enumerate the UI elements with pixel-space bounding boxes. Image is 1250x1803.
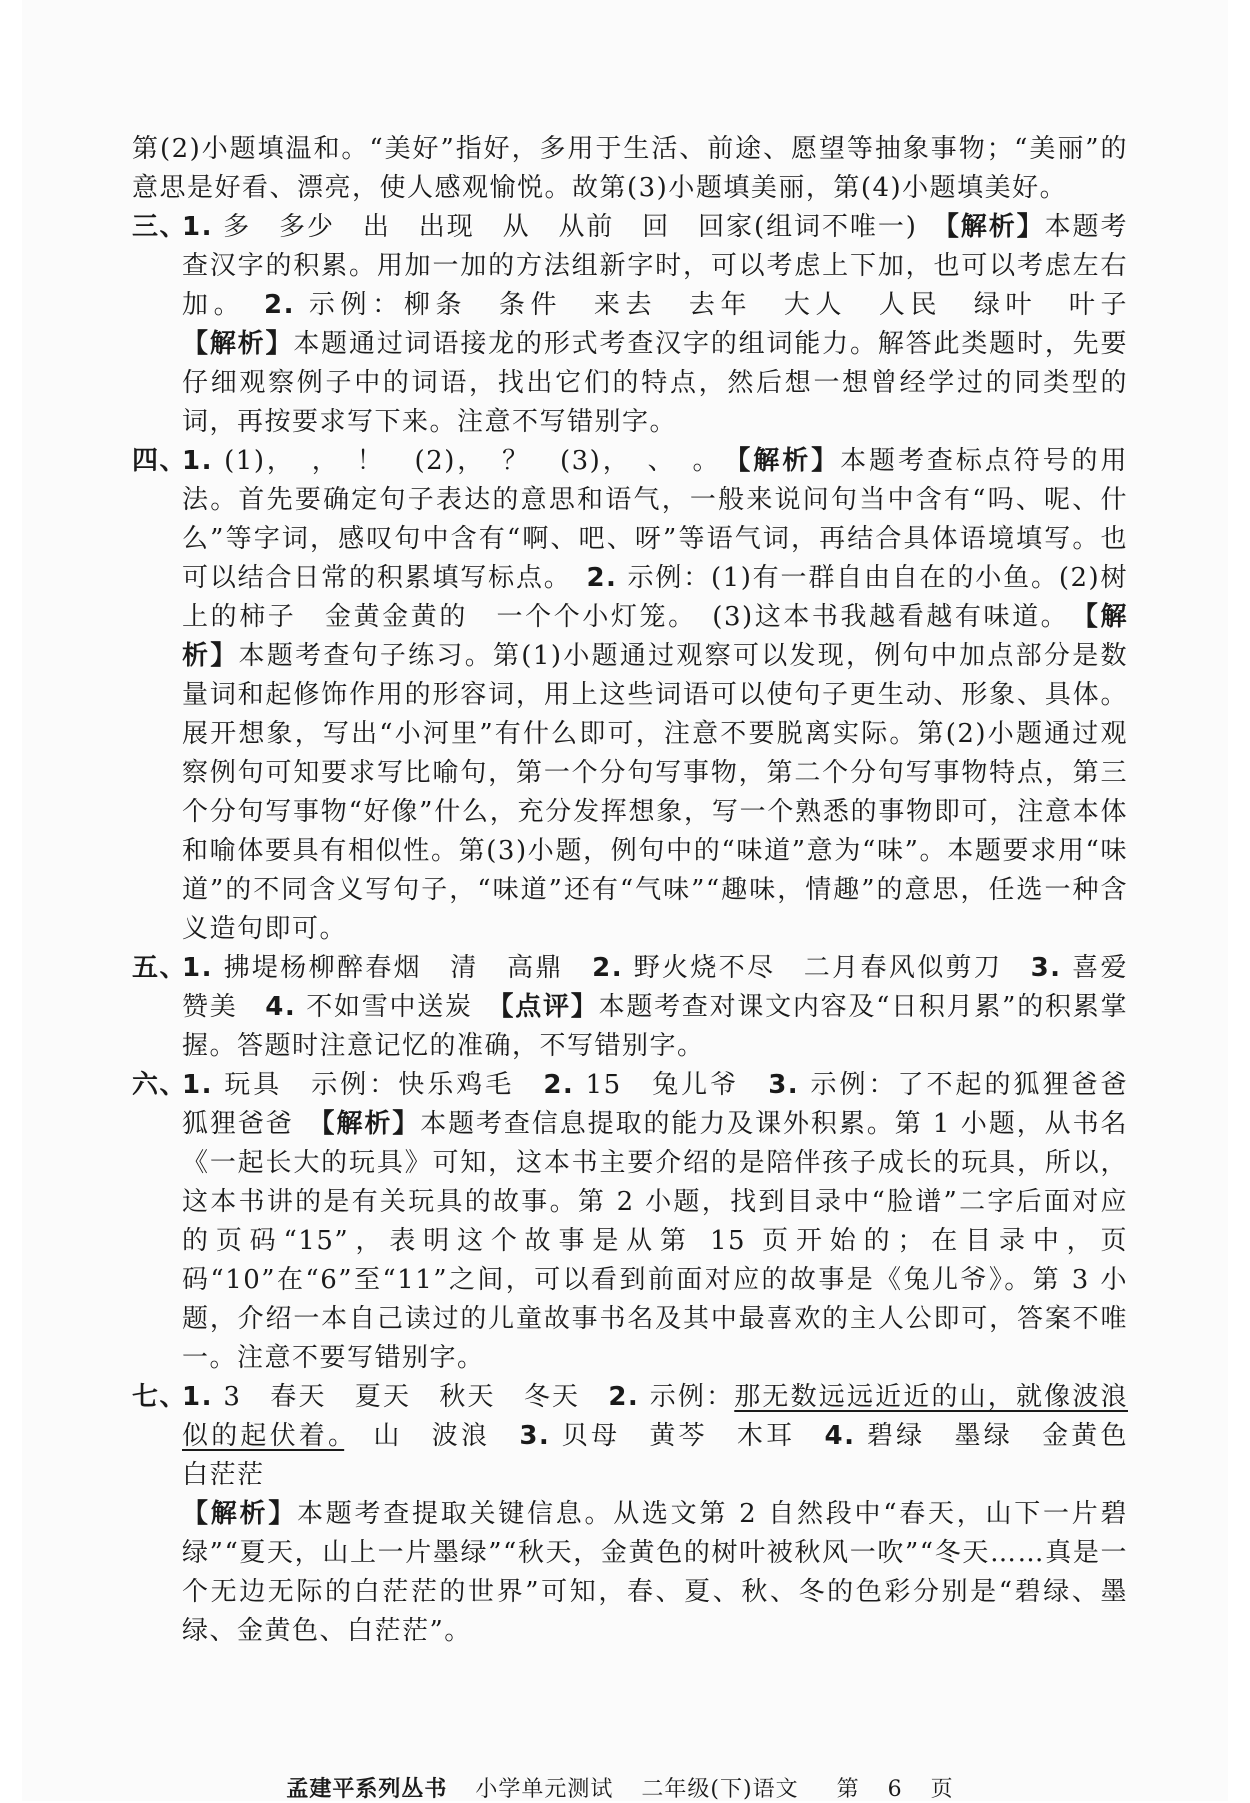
answer-text: (1)， ， ！ (2)， ？ (3)， 、 。 — [212, 446, 738, 476]
analysis-text: 本题考查标点符号的用法。首先要确定句子表达的意思和语气，一般来说问句当中含有“吗、呢、什么”等字词，感叹句中含有“啊、吧、呀”等语气词，再结合具体语境填写。也可以结合日常的积累填写标点。 — [182, 446, 1128, 593]
section-number: 五、 — [132, 953, 188, 983]
answer-text: 贝母 黄芩 木耳 — [550, 1421, 825, 1451]
answer-text: 不如雪中送炭 — [296, 992, 501, 1022]
item-number: 2. — [264, 290, 295, 320]
comment-tag: 【点评】 — [500, 992, 599, 1022]
item-number: 1. — [182, 1382, 213, 1412]
item-number: 2. — [543, 1070, 575, 1100]
page-prefix: 第 — [836, 1777, 860, 1802]
analysis-text: 本题通过词语接龙的形式考查汉字的组词能力。解答此类题时，先要仔细观察例子中的词语，找出它们的特点，然后想一想曾经学过的同类型的词，再按要求写下来。注意不写错别字。 — [182, 329, 1128, 437]
answer-text: 3 春天 夏天 秋天 冬天 — [212, 1382, 609, 1412]
section-6 — [132, 1066, 1156, 1378]
analysis-tag: 【解析】 — [945, 212, 1045, 242]
analysis-text: 本题考查对课文内容及“日积月累”的积累掌握。答题时注意记忆的准确，不写错别字。 — [182, 992, 1128, 1061]
section-5 — [132, 949, 1156, 1066]
answer-text: 玩具 示例：快乐鸡毛 — [212, 1070, 544, 1100]
analysis-tag: 【解析】 — [182, 1499, 297, 1529]
page-footer — [0, 1772, 1250, 1803]
item-number: 4. — [265, 992, 297, 1022]
underlined-sentence: 那无数远远近近的山，就像波浪似的起伏着。 — [182, 1382, 1128, 1451]
page-suffix: 页 — [930, 1777, 954, 1802]
page-number-label — [827, 1777, 964, 1802]
analysis-text: 本题考查信息提取的能力及课外积累。第 1 小题，从书名《一起长大的玩具》可知，这本书主要介绍的是陪伴孩子成长的玩具，所以，这本书讲的是有关玩具的故事。第 2 小题，找到目录中“脸谱”二字后面对应的页码“15”，表明这个故事是从第 15 页开始的；在目录中，页码“10”在“6”至“11”之间，可以看到前面对应的故事是《兔儿爷》。第 3 小题，介绍一本自己读过的儿童故事书名及其中最喜欢的主人公即可，答案不唯一。注意不要写错别字。 — [182, 1109, 1128, 1373]
section-number: 六、 — [132, 1070, 188, 1100]
answer-text: 山 波浪 — [344, 1421, 520, 1451]
analysis-text: 本题考查句子练习。第(1)小题通过观察可以发现，例句中加点部分是数量词和起修饰作用的形容词，用上这些词语可以使句子更生动、形象、具体。展开想象，写出“小河里”有什么即可，注意不要脱离实际。第(2)小题通过观察例句可知要求写比喻句，第一个分句写事物，第二个分句写事物特点，第三个分句写事物“好像”什么，充分发挥想象，写一个熟悉的事物即可，注意本体和喻体要具有相似性。第(3)小题，例句中的“味道”意为“味”。本题要求用“味道”的不同含义写句子，“味道”还有“气味”“趣味，情趣”的意思，任选一种含义造句即可。 — [182, 641, 1128, 944]
item-number: 4. — [824, 1421, 856, 1451]
answer-text: 15 兔儿爷 — [574, 1070, 769, 1100]
analysis-tag: 【解析】 — [182, 329, 294, 359]
item-number: 3. — [768, 1070, 800, 1100]
section-4 — [132, 442, 1128, 949]
item-number: 1. — [182, 446, 213, 476]
answer-text: 示例： — [639, 1382, 735, 1412]
item-number: 3. — [1030, 953, 1062, 983]
answer-content — [132, 130, 1156, 1651]
answer-text: 多 多少 出 出现 从 从前 回 回家(组词不唯一) — [212, 212, 946, 242]
answer-text: 喜爱 赞美 — [182, 953, 1156, 1022]
analysis-tag: 【解析】 — [737, 446, 841, 476]
item-number: 2. — [586, 563, 618, 593]
item-number: 2. — [608, 1382, 640, 1412]
answer-text: 碧绿 墨绿 金黄色 白茫茫 — [182, 1421, 1156, 1490]
answer-text: 示例：了不起的狐狸爸爸 狐狸爸爸 — [182, 1070, 1156, 1139]
continued-paragraph: 第(2)小题填温和。“美好”指好，多用于生活、前途、愿望等抽象事物；“美丽”的意思是好看、漂亮，使人感观愉悦。故第(3)小题填美丽，第(4)小题填美好。 — [132, 134, 1128, 203]
analysis-tag: 【解析】 — [182, 602, 1128, 671]
item-number: 1. — [182, 953, 213, 983]
answer-text: 示例：(1)有一群自由自在的小鱼。(2)树上的柿子 金黄金黄的 一个个小灯笼。 (3)这本书我越看越有味道。 — [182, 563, 1128, 632]
page-number: 6 — [887, 1777, 903, 1802]
section-number: 三、 — [132, 212, 188, 242]
section-number: 七、 — [132, 1382, 188, 1412]
answer-text: 示例：柳条 条件 来去 去年 大人 人民 绿叶 叶子 — [294, 290, 1156, 320]
analysis-text: 本题考查汉字的积累。用加一加的方法组新字时，可以考虑上下加，也可以考虑左右加。 — [182, 212, 1128, 320]
analysis-text: 本题考查提取关键信息。从选文第 2 自然段中“春天，山下一片碧绿”“夏天，山上一片墨绿”“秋天，金黄色的树叶被秋风一吹”“冬天……真是一个无边无际的白茫茫的世界”可知，春、夏、秋、冬的色彩分别是“碧绿、墨绿、金黄色、白茫茫”。 — [182, 1499, 1128, 1646]
section-7 — [132, 1378, 1156, 1651]
section-number: 四、 — [132, 446, 188, 476]
item-number: 1. — [182, 1070, 213, 1100]
item-number: 3. — [519, 1421, 551, 1451]
section-3 — [132, 208, 1156, 442]
grade-subject: 二年级(下)语文 — [641, 1777, 799, 1802]
item-number: 2. — [592, 953, 624, 983]
item-number: 1. — [182, 212, 213, 242]
series-name: 孟建平系列丛书 — [286, 1776, 448, 1802]
book-name: 小学单元测试 — [475, 1777, 614, 1802]
answer-text: 野火烧不尽 二月春风似剪刀 — [623, 953, 1031, 983]
answer-text: 拂堤杨柳醉春烟 清 高鼎 — [212, 953, 593, 983]
analysis-tag: 【解析】 — [321, 1109, 421, 1139]
